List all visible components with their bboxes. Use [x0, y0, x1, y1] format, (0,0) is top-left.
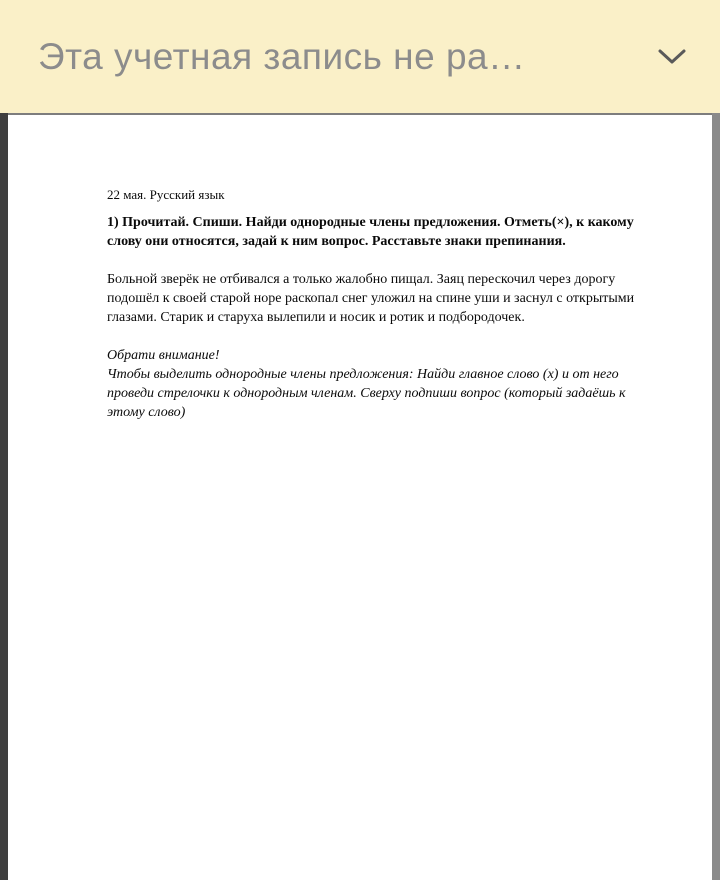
- note-paragraph: Чтобы выделить однородные члены предложения: Найди главное слово (х) и от него проведи стрелочки к однородным членам. Сверху подпиши вопрос (который задаёшь к этому слово): [107, 367, 626, 420]
- document-page: [8, 115, 712, 880]
- date-subject-line: 22 мая. Русский язык: [107, 187, 225, 202]
- document-viewport[interactable]: [0, 113, 720, 880]
- exercise-paragraph: Больной зверёк не отбивался а только жалобно пищал. Заяц перескочил через дорогу подошёл к своей старой норе раскопал снег уложил на спине уши и заснул с открытыми глазами. Старик и старуха вылепили и носик и ротик и подбородочек.: [107, 272, 635, 325]
- banner-title: Эта учетная запись не ра…: [38, 35, 526, 77]
- viewport-left-edge: [0, 113, 8, 880]
- account-warning-banner[interactable]: [0, 0, 720, 113]
- task-instructions: 1) Прочитай. Спиши. Найди однородные члены предложения. Отметь(×), к какому слову они относятся, задай к ним вопрос. Расставьте знаки препинания.: [107, 215, 634, 249]
- chevron-down-icon[interactable]: [652, 37, 692, 77]
- viewport-right-edge: [712, 113, 720, 880]
- note-title: Обрати внимание!: [107, 348, 220, 363]
